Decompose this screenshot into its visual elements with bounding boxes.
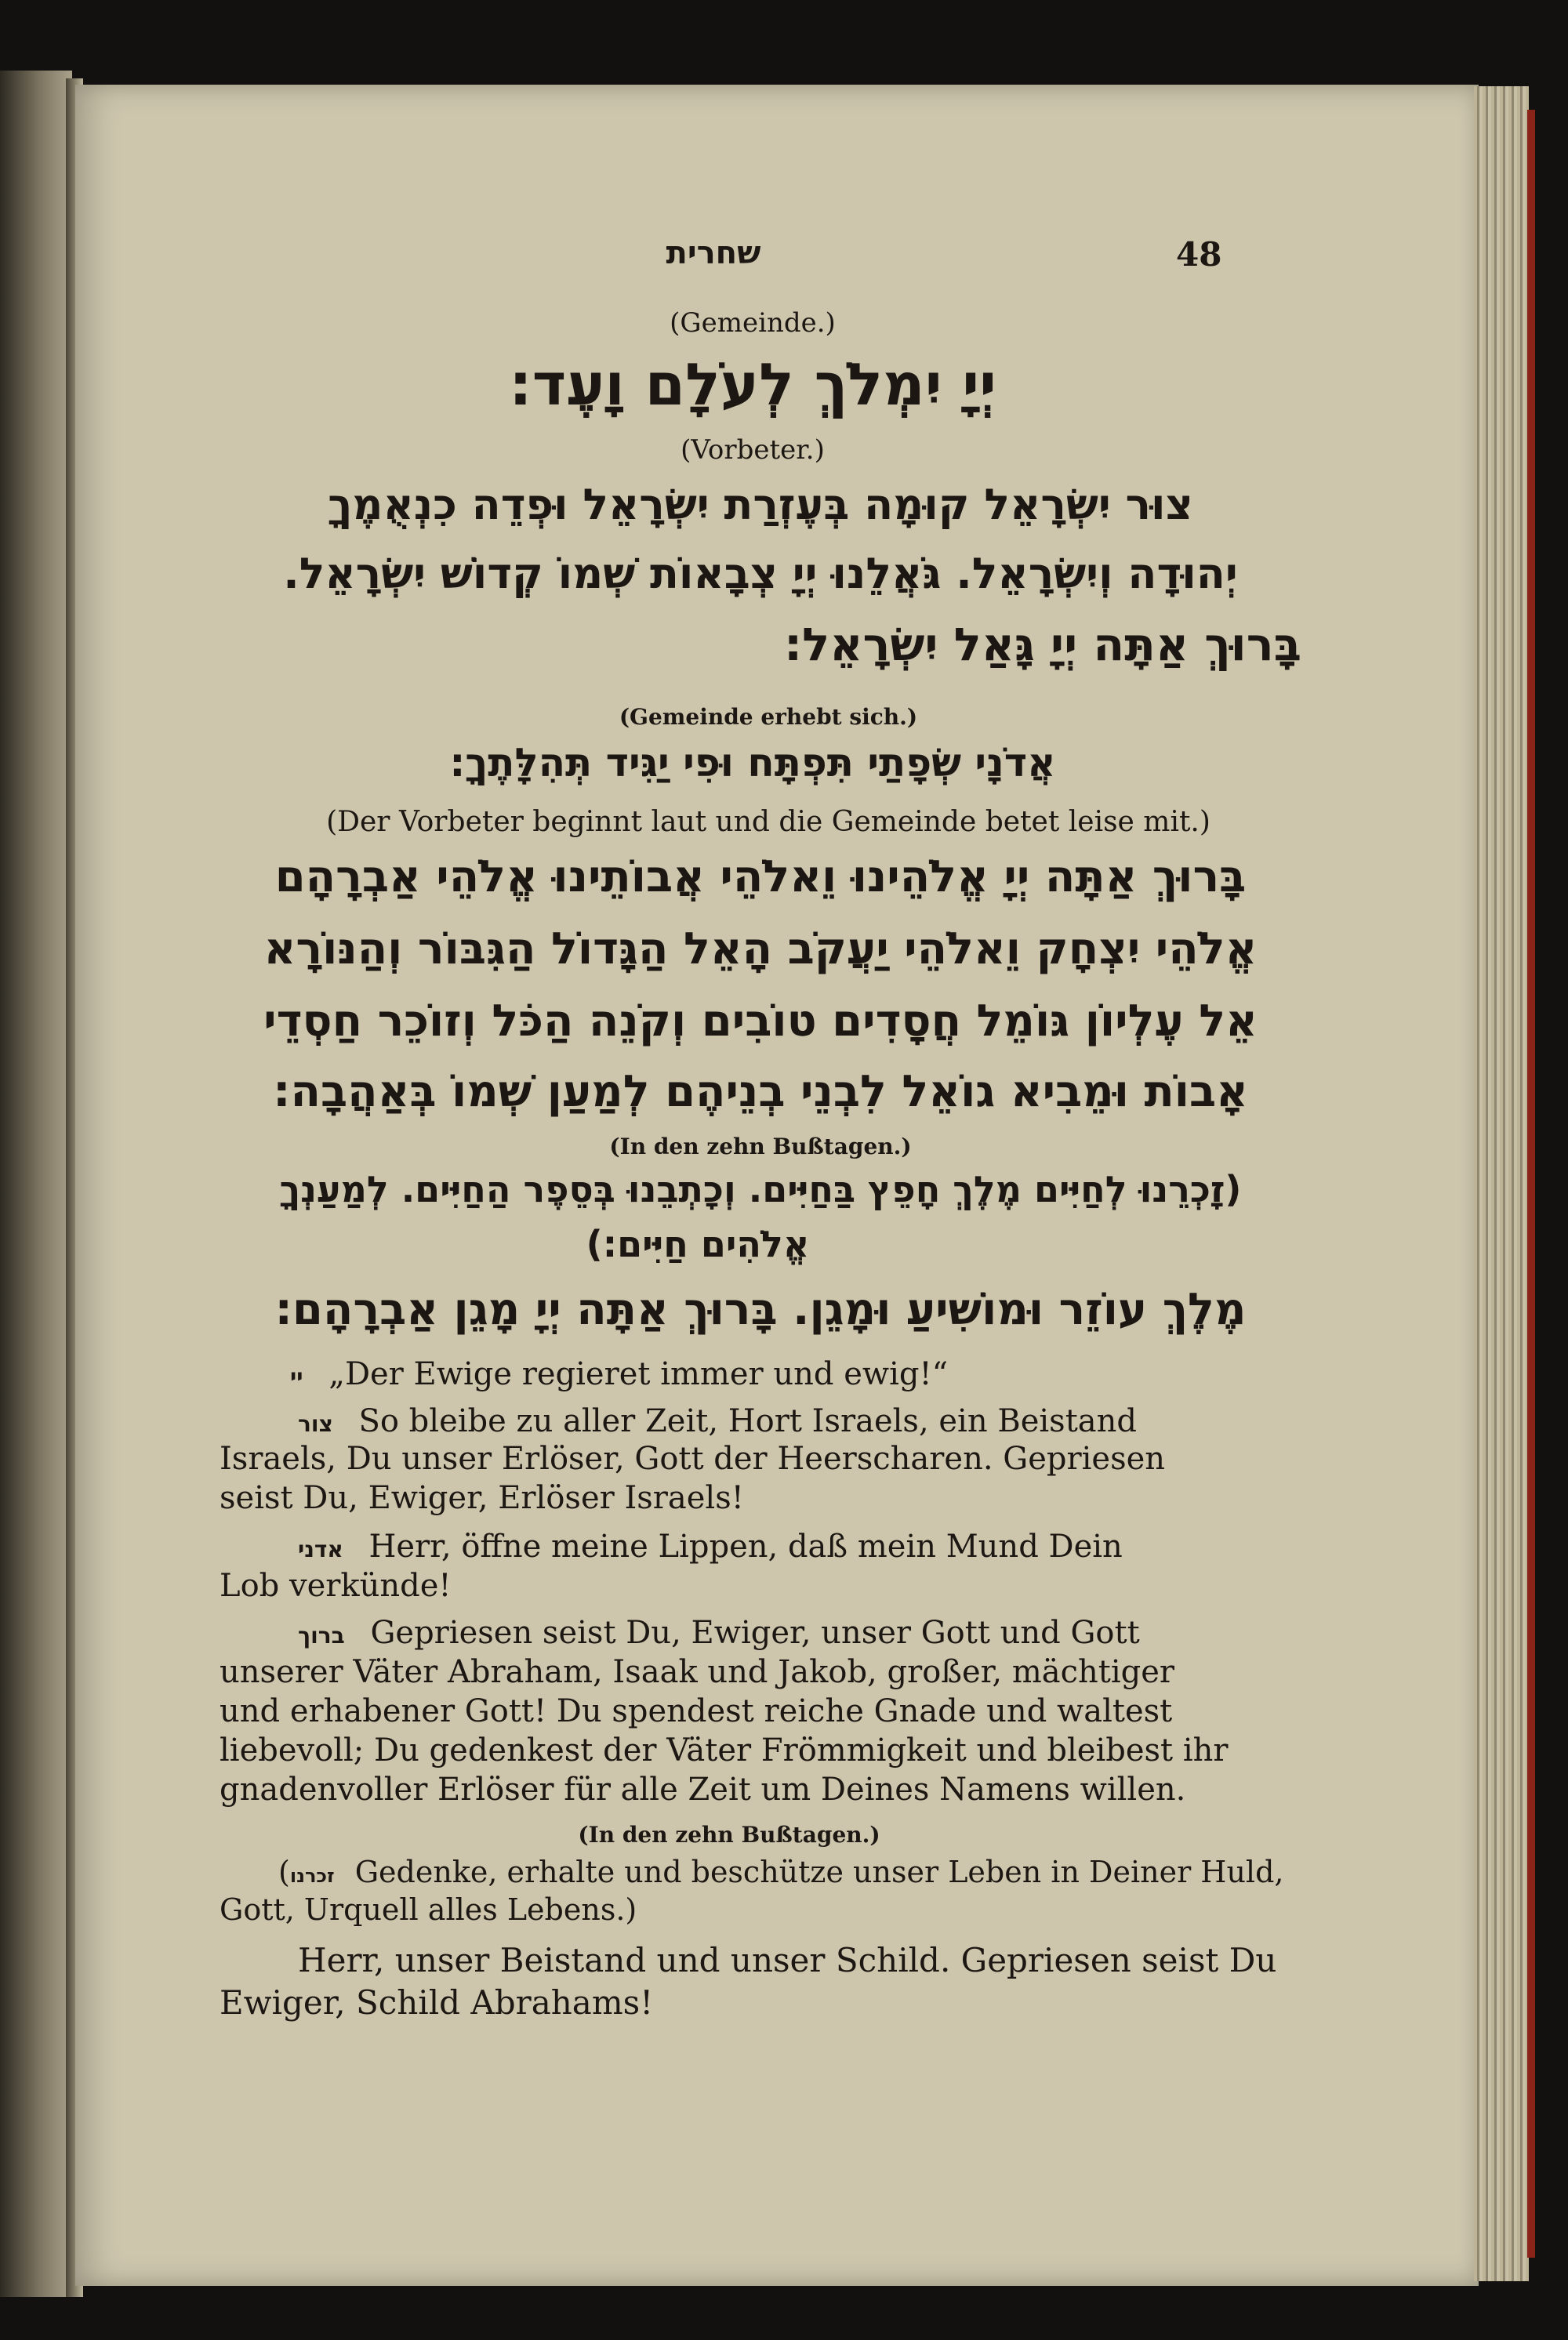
german-line: Ewiger, Schild Abrahams! — [220, 1983, 654, 2022]
hebrew-line-12: מֶלֶךְ עוֹזֵר וּמוֹשִׁיעַ וּמָגֵן. בָּרוּךְ אַתָּה יְיָ מָגֵן אַבְרָהָם: — [274, 1284, 1247, 1335]
hebrew-line-4: בָּרוּךְ אַתָּה יְיָ גָּאַל יִשְׂרָאֵל: — [783, 618, 1301, 671]
german-line: liebevoll; Du gedenkest der Väter Frömmigkeit und bleibest ihr — [220, 1732, 1229, 1769]
german-line: So bleibe zu aller Zeit, Hort Israels, ein Beistand — [358, 1403, 1137, 1439]
hebrew-marker: אדני — [298, 1536, 343, 1562]
open-paren: ( — [278, 1855, 290, 1889]
page-edges — [1474, 86, 1529, 2281]
german-line: gnadenvoller Erlöser für alle Zeit um Deines Namens willen. — [220, 1772, 1186, 1808]
german-line: seist Du, Ewiger, Erlöser Israels! — [220, 1480, 744, 1516]
hebrew-line-8: אֵל עֶלְיוֹן גּוֹמֵל חֲסָדִים טוֹבִים וְקֹנֵה הַכֹּל וְזוֹכֵר חַסְדֵי — [263, 996, 1258, 1047]
german-paragraph-1 — [290, 1356, 948, 1392]
german-paragraph-4 — [298, 1615, 1140, 1651]
german-line: „Der Ewige regieret immer und ewig!“ — [328, 1356, 949, 1392]
page-number: 48 — [1176, 235, 1222, 274]
german-paragraph-5 — [278, 1855, 1283, 1889]
hebrew-line-7: אֱלֹהֵי יִצְחָק וֵאלֹהֵי יַעֲקֹב הָאֵל הַגָּדוֹל הַגִּבּוֹר וְהַנּוֹרָא — [263, 923, 1258, 974]
german-line: Israels, Du unser Erlöser, Gott der Heerscharen. Gepriesen — [220, 1441, 1166, 1477]
running-header: שחרית — [666, 235, 761, 271]
german-line: Herr, öffne meine Lippen, daß mein Mund Dein — [368, 1529, 1123, 1565]
german-line: Herr, unser Beistand und unser Schild. Gepriesen seist Du — [298, 1941, 1277, 1979]
german-line: und erhabener Gott! Du spendest reiche Gnade und waltest — [220, 1693, 1173, 1729]
hebrew-marker: זכרנו — [289, 1865, 335, 1887]
german-paragraph-2 — [298, 1403, 1137, 1439]
hebrew-line-9: אָבוֹת וּמֵבִיא גוֹאֵל לִבְנֵי בְנֵיהֶם לְמַעַן שְׁמוֹ בְּאַהֲבָה: — [273, 1066, 1248, 1117]
german-line: Gepriesen seist Du, Ewiger, unser Gott und Gott — [370, 1615, 1140, 1651]
silent-note: (Der Vorbeter beginnt laut und die Gemeinde betet leise mit.) — [326, 806, 1210, 838]
leader-note: (Vorbeter.) — [681, 434, 825, 466]
ten-days-note-german: (In den zehn Bußtagen.) — [578, 1822, 880, 1848]
hebrew-line-10: (זָכְרֵנוּ לְחַיִּים מֶלֶךְ חָפֵץ בַּחַיִּים. וְכָתְבֵנוּ בְּסֵפֶר הַחַיִּים. לְמַעַנְךָ — [279, 1168, 1242, 1210]
rises-note: (Gemeinde erhebt sich.) — [619, 704, 918, 730]
german-paragraph-3 — [298, 1529, 1123, 1565]
hebrew-line-3: יְהוּדָה וְיִשְׂרָאֵל. גֹּאֲלֵנוּ יְיָ צְבָאוֹת שְׁמוֹ קְדוֹשׁ יִשְׂרָאֵל. — [283, 549, 1238, 598]
hebrew-marker: ברוך — [298, 1623, 345, 1649]
german-line: unserer Väter Abraham, Isaak und Jakob, großer, mächtiger — [220, 1654, 1175, 1690]
hebrew-line-1: יְיָ יִמְלֹךְ לְעֹלָם וָעֶד: — [509, 351, 996, 419]
hebrew-line-2: צוּר יִשְׂרָאֵל קוּמָה בְּעֶזְרַת יִשְׂרָאֵל וּפְדֵה כִנְאֻמֶךָ — [328, 480, 1193, 529]
ten-days-note-hebrew: (In den zehn Bußtagen.) — [609, 1134, 912, 1159]
left-page-edge — [0, 71, 72, 2297]
hebrew-marker: צור — [298, 1411, 333, 1437]
hebrew-line-6: בָּרוּךְ אַתָּה יְיָ אֱלֹהֵינוּ וֵאלֹהֵי אֲבוֹתֵינוּ אֱלֹהֵי אַבְרָהָם — [274, 851, 1247, 902]
bookmark-edge — [1527, 110, 1535, 2258]
german-line: Gott, Urquell alles Lebens.) — [220, 1892, 637, 1927]
german-paragraph-6 — [298, 1941, 1276, 1979]
german-line: Gedenke, erhalte und beschütze unser Leben in Deiner Huld, — [354, 1855, 1284, 1889]
congregation-note: (Gemeinde.) — [670, 307, 836, 339]
hebrew-line-11: אֱלֹהִים חַיִּים:) — [586, 1223, 810, 1265]
german-line: Lob verkünde! — [220, 1568, 452, 1604]
hebrew-line-5: אֲדֹנָי שְׂפָתַי תִּפְתָּח וּפִי יַגִּיד תְּהִלָּתֶךָ: — [449, 740, 1056, 785]
hebrew-marker: יי — [290, 1364, 303, 1390]
